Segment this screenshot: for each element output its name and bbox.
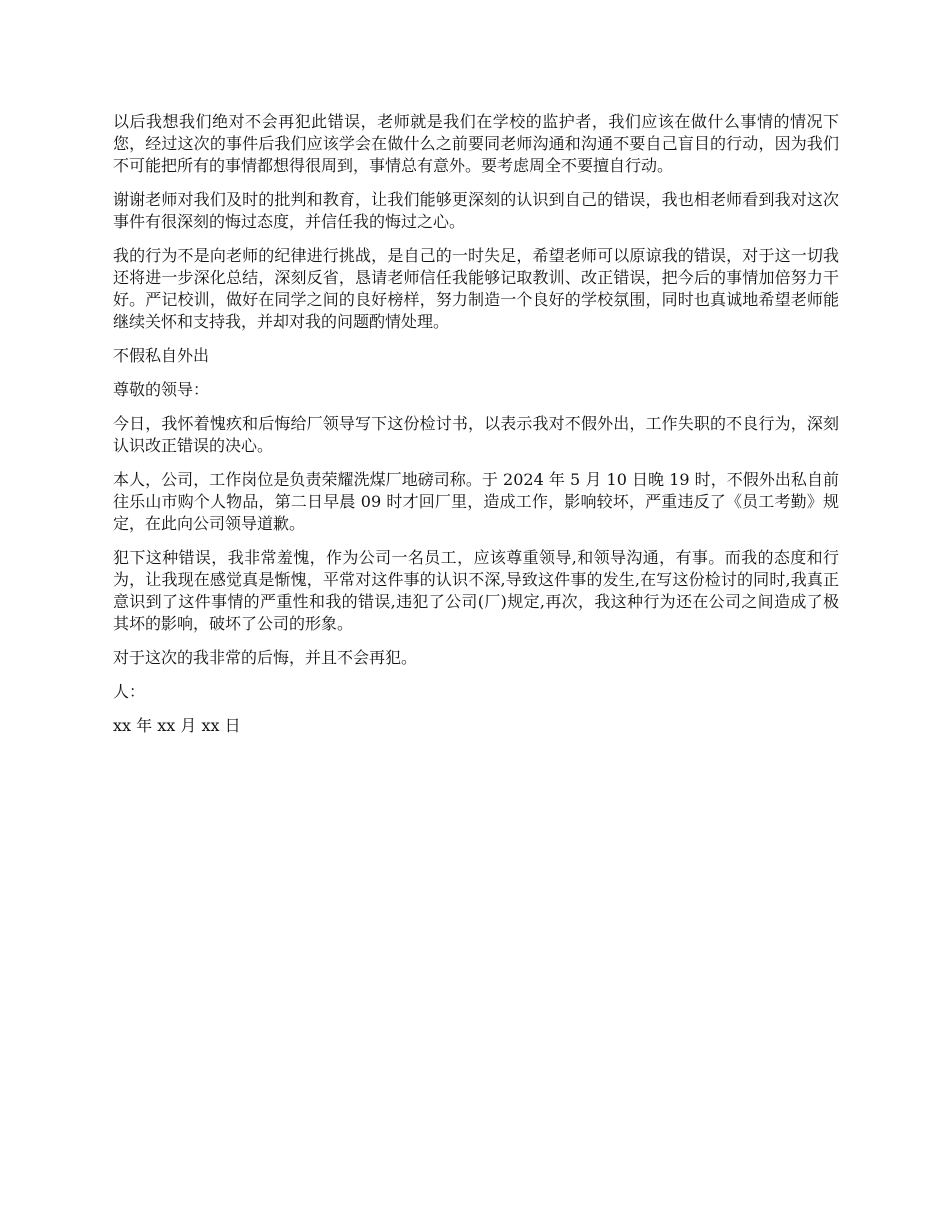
paragraph-thanks: 谢谢老师对我们及时的批判和教育，让我们能够更深刻的认识到自己的错误，我也相老师看到我对这次事件有很深刻的悔过态度，并信任我的悔过之心。 xyxy=(113,190,839,231)
date-line: xx 年 xx 月 xx 日 xyxy=(113,716,241,735)
paragraph-conclusion: 对于这次的我非常的后悔，并且不会再犯。 xyxy=(113,648,418,667)
paragraph-incident: 本人，公司，工作岗位是负责荣耀洗煤厂地磅司称。于 2024 年 5 月 10 日晚 19 时，不假外出私自前往乐山市购个人物品，第二日早晨 09 时才回厂里，造成工作，影响较坏，严重违反了《员工考勤》规定，在此向公司领导道歉。 xyxy=(113,470,839,533)
paragraph-reflection: 我的行为不是向老师的纪律进行挑战，是自己的一时失足，希望老师可以原谅我的错误，对于这一切我还将进一步深化总结，深刻反省，恳请老师信任我能够记取教训、改正错误，把今后的事情加倍努力干好。严记校训，做好在同学之间的良好榜样，努力制造一个良好的学校氛围，同时也真诚地希望老师能继续关怀和支持我，并却对我的问题酌情处理。 xyxy=(113,246,839,331)
paragraph-intro: 今日，我怀着愧疚和后悔给厂领导写下这份检讨书，以表示我对不假外出，工作失职的不良行为，深刻认识改正错误的决心。 xyxy=(113,414,839,455)
signature-line: 人： xyxy=(113,682,146,701)
section-title: 不假私自外出 xyxy=(113,346,210,365)
document-body xyxy=(113,111,839,749)
salutation: 尊敬的领导： xyxy=(113,380,210,399)
paragraph-promise: 以后我想我们绝对不会再犯此错误，老师就是我们在学校的监护者，我们应该在做什么事情的情况下您，经过这次的事件后我们应该学会在做什么之前要同老师沟通和沟通不要自己盲目的行动，因为我们不可能把所有的事情都想得很周到，事情总有意外。要考虑周全不要擅自行动。 xyxy=(113,112,839,175)
paragraph-remorse: 犯下这种错误，我非常羞愧，作为公司一名员工，应该尊重领导,和领导沟通，有事。而我的态度和行为，让我现在感觉真是惭愧，平常对这件事的认识不深,导致这件事的发生,在写这份检讨的同时,我真正意识到了这件事情的严重性和我的错误,违犯了公司(厂)规定,再次，我这种行为还在公司之间造成了极其坏的影响，破坏了公司的形象。 xyxy=(113,548,839,633)
